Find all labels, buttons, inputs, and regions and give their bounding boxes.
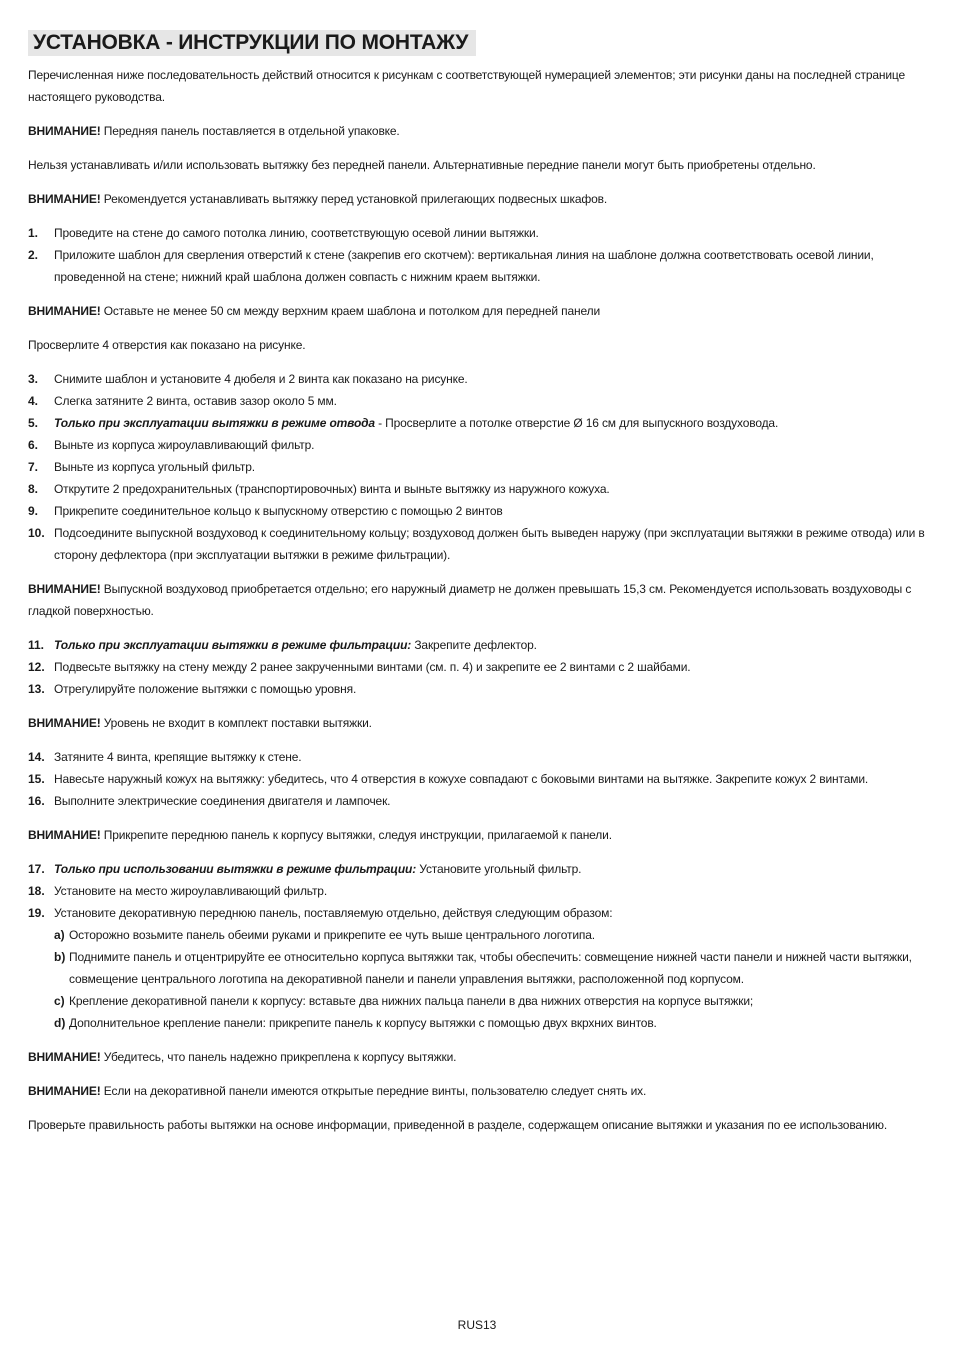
step-7: 7. Выньте из корпуса угольный фильтр. xyxy=(28,460,255,474)
steps-group-1 xyxy=(28,222,926,288)
steps-group-5 xyxy=(28,858,926,1034)
warning-1: ВНИМАНИЕ! Передняя панель поставляется в отдельной упаковке. xyxy=(28,124,400,138)
warning-label: ВНИМАНИЕ! xyxy=(28,828,101,842)
step-15: 15. Навесьте наружный кожух на вытяжку: убедитесь, что 4 отверстия в кожухе совпадают с боковыми винтами на вытяжке. Закрепите кожух 2 винтами. xyxy=(28,772,869,786)
steps-group-4 xyxy=(28,746,926,812)
step-10: 10. Подсоедините выпускной воздуховод к соединительному кольцу; воздуховод должен быть выведен наружу (при эксплуатации вытяжки в режиме отвода) или в сторону дефлектора (при эксплуатации вытяжки в режиме фильтрации). xyxy=(28,526,925,562)
warning-2: ВНИМАНИЕ! Рекомендуется устанавливать вытяжку перед установкой прилегающих подвесных шкафов. xyxy=(28,192,608,206)
warning-6: ВНИМАНИЕ! Прикрепите переднюю панель к корпусу вытяжки, следуя инструкции, прилагаемой к панели. xyxy=(28,828,612,842)
page-number: RUS13 xyxy=(457,1318,497,1332)
substep-b: b) Поднимите панель и отцентрируйте ее относительно корпуса вытяжки так, чтобы обеспечить: совмещение нижней части панели и нижней части вытяжки, совмещение центрального логотипа на декоративной панели и панели управления вытяжки, расположенной под корпусом. xyxy=(54,950,912,986)
warning-label: ВНИМАНИЕ! xyxy=(28,192,101,206)
paragraph-drill: Просверлите 4 отверстия как показано на рисунке. xyxy=(28,338,306,352)
closing-paragraph: Проверьте правильность работы вытяжки на основе информации, приведенной в разделе, содержащем описание вытяжки и указания по ее использованию. xyxy=(28,1118,888,1132)
warning-7: ВНИМАНИЕ! Убедитесь, что панель надежно прикреплена к корпусу вытяжки. xyxy=(28,1050,457,1064)
substep-c: c) Крепление декоративной панели к корпусу: вставьте два нижних пальца панели в два нижних отверстия на корпусе вытяжки; xyxy=(54,994,754,1008)
steps-group-2 xyxy=(28,368,926,566)
step-14: 14. Затяните 4 винта, крепящие вытяжку к стене. xyxy=(28,750,302,764)
paragraph-no-panel: Нельзя устанавливать и/или использовать вытяжку без передней панели. Альтернативные передние панели могут быть приобретены отдельно. xyxy=(28,158,816,172)
page-content xyxy=(28,30,926,1136)
intro-paragraph: Перечисленная ниже последовательность действий относится к рисункам с соответствующей нумерацией элементов; эти рисунки даны на последней странице настоящего руководства. xyxy=(28,68,906,104)
page-title: УСТАНОВКА - ИНСТРУКЦИИ ПО МОНТАЖУ xyxy=(28,30,476,56)
step-1: 1. Проведите на стене до самого потолка линию, соответствующую осевой линии вытяжки. xyxy=(28,226,539,240)
step-5: 5. Только при эксплуатации вытяжки в режиме отвода - Просверлите а потолке отверстие Ø 16 см для выпускного воздуховода. xyxy=(28,416,779,430)
step-13: 13. Отрегулируйте положение вытяжки с помощью уровня. xyxy=(28,682,357,696)
steps-group-3 xyxy=(28,634,926,700)
step-11: 11. Только при эксплуатации вытяжки в режиме фильтрации: Закрепите дефлектор. xyxy=(28,638,537,652)
warning-5: ВНИМАНИЕ! Уровень не входит в комплект поставки вытяжки. xyxy=(28,716,372,730)
substep-d: d) Дополнительное крепление панели: прикрепите панель к корпусу вытяжки с помощью двух вкрхних винтов. xyxy=(54,1016,657,1030)
step-17: 17. Только при использовании вытяжки в режиме фильтрации: Установите угольный фильтр. xyxy=(28,862,582,876)
warning-3: ВНИМАНИЕ! Оставьте не менее 50 см между верхним краем шаблона и потолком для передней панели xyxy=(28,304,601,318)
substep-a: a) Осторожно возьмите панель обеими руками и прикрепите ее чуть выше центрального логотипа. xyxy=(54,928,595,942)
step-16: 16. Выполните электрические соединения двигателя и лампочек. xyxy=(28,794,391,808)
warning-label: ВНИМАНИЕ! xyxy=(28,1084,101,1098)
step-4: 4. Слегка затяните 2 винта, оставив зазор около 5 мм. xyxy=(28,394,337,408)
step-3: 3. Снимите шаблон и установите 4 дюбеля и 2 винта как показано на рисунке. xyxy=(28,372,468,386)
warning-8: ВНИМАНИЕ! Если на декоративной панели имеются открытые передние винты, пользователю следует снять их. xyxy=(28,1084,647,1098)
warning-label: ВНИМАНИЕ! xyxy=(28,1050,101,1064)
step-6: 6. Выньте из корпуса жироулавливающий фильтр. xyxy=(28,438,315,452)
step-19: 19. Установите декоративную переднюю панель, поставляемую отдельно, действуя следующим образом: xyxy=(28,906,613,920)
step-12: 12. Подвесьте вытяжку на стену между 2 ранее закрученными винтами (см. п. 4) и закрепите ее 2 винтами с 2 шайбами. xyxy=(28,660,691,674)
warning-label: ВНИМАНИЕ! xyxy=(28,124,101,138)
step-9: 9. Прикрепите соединительное кольцо к выпускному отверстию с помощью 2 винтов xyxy=(28,504,503,518)
warning-label: ВНИМАНИЕ! xyxy=(28,582,101,596)
warning-label: ВНИМАНИЕ! xyxy=(28,304,101,318)
warning-4: ВНИМАНИЕ! Выпускной воздуховод приобретается отдельно; его наружный диаметр не должен превышать 15,3 см. Рекомендуется использовать воздуховоды с гладкой поверхностью. xyxy=(28,582,912,618)
step-18: 18. Установите на место жироулавливающий фильтр. xyxy=(28,884,328,898)
step-2: 2. Приложите шаблон для сверления отверстий к стене (закрепив его скотчем): вертикальная линия на шаблоне должна соответствовать осевой линии, проведенной на стене; нижний край шаблона должен совпасть с нижним краем вытяжки. xyxy=(28,248,874,284)
warning-label: ВНИМАНИЕ! xyxy=(28,716,101,730)
step-8: 8. Открутите 2 предохранительных (транспортировочных) винта и выньте вытяжку из наружного кожуха. xyxy=(28,482,610,496)
